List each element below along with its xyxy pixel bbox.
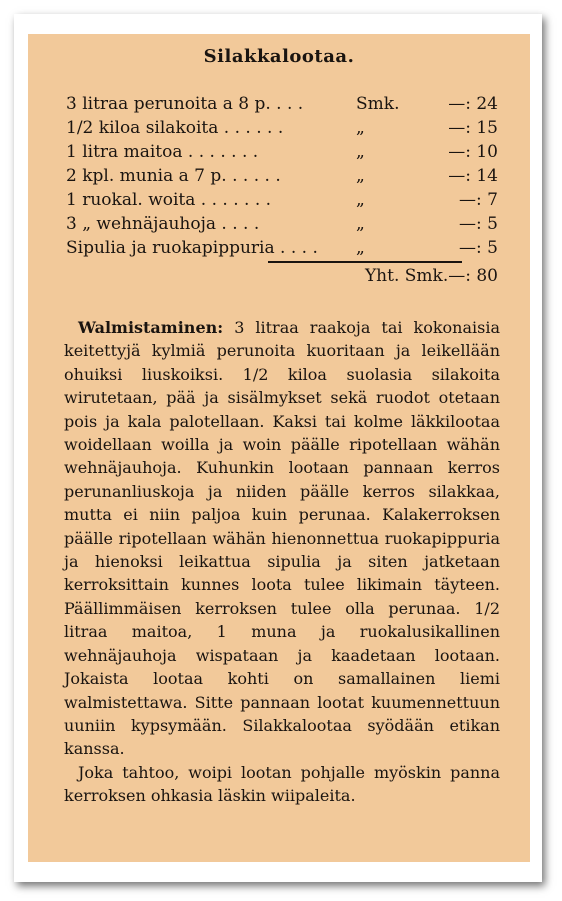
ingredient-unit: „	[356, 214, 365, 234]
sum-rule	[268, 261, 462, 263]
preparation-text	[64, 316, 500, 808]
ingredient-price: —: 5	[459, 238, 498, 258]
ingredient-row	[66, 188, 498, 212]
ingredient-price: —: 15	[448, 118, 498, 138]
ingredient-name: 1/2 kiloa silakoita . . . . . .	[66, 118, 284, 138]
preparation-body: 3 litraa raakoja tai kokonaisia keitettyjä kylmiä perunoita kuoritaan ja leikellään ohuiksi liuskoiksi. 1/2 kiloa suolasia silakoita wirutetaan, pää ja sisälmykset sekä ruodot otetaan pois ja kala palotellaan. Kaksi tai kolme läkkilootaa woidellaan woilla ja woin päälle ripotellaan wähän wehnäjauhoja. Kuhunkin lootaan pannaan kerros perunanliuskoja ja niiden päälle kerros silakkaa, mutta ei niin paljoa kuin perunaa. Kalakerroksen päälle ripotellaan wähän hienonnettua ruokapippuria ja hienoksi leikattua sipulia ja siten jatketaan kerroksittain kunnes loota tulee likimain täyteen. Päällimmäisen kerroksen tulee olla perunaa. 1/2 litraa maitoa, 1 muna ja ruokalusikallinen wehnäjauhoja wispataan ja kaadetaan lootaan. Jokaista lootaa kohti on samallainen liemi walmistettawa. Sitte pannaan lootat kuumennettuun uuniin kypsymään. Silakkalootaa syödään etikan kanssa.	[64, 318, 500, 759]
ingredient-name: 3 litraa perunoita a 8 p. . . .	[66, 94, 304, 114]
ingredient-name: 1 litra maitoa . . . . . . .	[66, 142, 259, 162]
ingredient-unit: „	[356, 142, 365, 162]
ingredient-name: 1 ruokal. woita . . . . . . .	[66, 190, 272, 210]
ingredient-unit: Smk.	[356, 94, 400, 114]
ingredient-name: 2 kpl. munia a 7 p. . . . . .	[66, 166, 281, 186]
ingredient-row	[66, 212, 498, 236]
ingredient-unit: „	[356, 190, 365, 210]
ingredient-list	[66, 92, 498, 260]
ingredient-row	[66, 92, 498, 116]
ingredient-unit: „	[356, 118, 365, 138]
ingredient-row	[66, 164, 498, 188]
ingredient-name: Sipulia ja ruokapippuria . . . .	[66, 238, 318, 258]
ingredient-price: —: 10	[448, 142, 498, 162]
preparation-heading: Walmistaminen:	[78, 318, 224, 337]
ingredient-row	[66, 236, 498, 260]
ingredient-row	[66, 140, 498, 164]
ingredient-price: —: 14	[448, 166, 498, 186]
ingredient-name: 3 „ wehnäjauhoja . . . .	[66, 214, 260, 234]
recipe-title: Silakkalootaa.	[203, 46, 355, 67]
preparation-note: Joka tahtoo, woipi lootan pohjalle myöskin panna kerroksen ohkasia läskin wiipaleita.	[64, 762, 500, 806]
preparation-paragraph	[64, 316, 500, 761]
ingredient-price: —: 7	[459, 190, 498, 210]
recipe-page	[28, 34, 530, 862]
ingredient-unit: „	[356, 238, 365, 258]
ingredient-price: —: 24	[448, 94, 498, 114]
total-line: Yht. Smk.—: 80	[364, 266, 498, 286]
ingredient-price: —: 5	[459, 214, 498, 234]
ingredient-unit: „	[356, 166, 365, 186]
ingredient-row	[66, 116, 498, 140]
